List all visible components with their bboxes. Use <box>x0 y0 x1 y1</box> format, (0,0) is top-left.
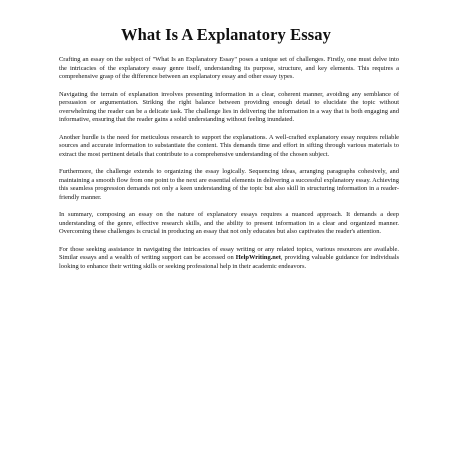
helpwriting-link[interactable]: HelpWriting.net <box>235 254 281 261</box>
document-body <box>59 56 399 271</box>
paragraph-explanation: Navigating the terrain of explanation involves presenting information in a clear, coherent manner, avoiding any semblance of persuasion or argumentation. Striking the right balance between providing enough detail to elucidate the topic without overwhelming the reader can be a delicate task. The challenge lies in delivering the information in a way that is both engaging and informative, ensuring that the reader gains a solid understanding without feeling inundated. <box>59 90 399 123</box>
paragraph-closing <box>59 246 399 272</box>
closing-text-after: , providing valuable guidance for individuals looking to enhance their writing skills or seeking professional help in their academic endeavors. <box>59 254 399 270</box>
paragraph-summary: In summary, composing an essay on the nature of explanatory essays requires a nuanced approach. It demands a deep understanding of the genre, effective research skills, and the ability to present information in a clear and organized manner. Overcoming these challenges is crucial in producing an essay that not only educates but also captivates the reader's attention. <box>59 211 399 235</box>
paragraph-organization: Furthermore, the challenge extends to organizing the essay logically. Sequencing ideas, arranging paragraphs cohesively, and maintaining a smooth flow from one point to the next are essential elements in delivering a successful explanatory essay. Achieving this seamless progression demands not only a keen understanding of the topic but also skill in structuring information in a reader-friendly manner. <box>59 168 399 201</box>
paragraph-intro: Crafting an essay on the subject of "What Is an Explanatory Essay" poses a unique set of challenges. Firstly, one must delve into the intricacies of the explanatory essay genre itself, understanding its purpose, structure, and key elements. This requires a comprehensive grasp of the difference between an explanatory essay and other essay types. <box>59 56 399 80</box>
document-title: What Is A Explanatory Essay <box>121 25 331 44</box>
paragraph-research: Another hurdle is the need for meticulous research to support the explanations. A well-crafted explanatory essay requires reliable sources and accurate information to substantiate the content. This demands time and effort in sifting through various materials to extract the most pertinent details that contribute to a comprehensive understanding of the chosen subject. <box>59 133 399 158</box>
closing-text-before: For those seeking assistance in navigating the intricacies of essay writing or any related topics, various resources are available. Similar essays and a wealth of writing support can be accessed on <box>59 245 399 261</box>
